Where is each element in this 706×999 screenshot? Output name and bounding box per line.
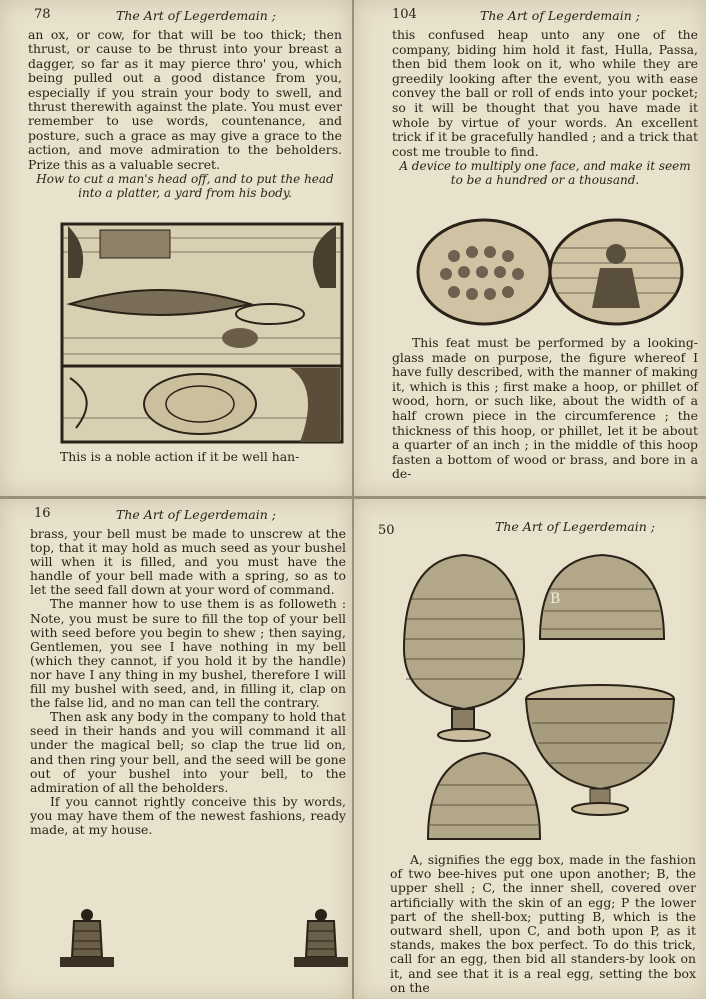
page-number: 50 — [378, 523, 395, 538]
page-text-continued — [354, 336, 706, 482]
page-text — [354, 853, 706, 995]
figure-label-b: B — [550, 591, 561, 607]
figure-caption: A device to multiply one face, and make it seem to be a hundred or a thousand. — [399, 159, 691, 188]
paragraph: If you cannot rightly conceive this by words, you may have them of the newest fashions, ready made, at my house. — [30, 793, 346, 837]
paragraph: This feat must be performed by a looking-glass made on purpose, the figure whereof I have fully described, with the manner of making it, which is this ; first make a hoop, or phillet of wood, horn, or such like, about the width of a half crown piece in the circumference ; the thickness of this hoop, or phillet, let it be about a quarter of an inch ; in the middle of this hoop fasten a bottom of wood or brass, and bore in a de- — [392, 335, 698, 482]
paragraph: Then ask any body in the company to hold that seed in their hands and you will command it all under the magical bell; so clap the true lid on, and then ring your bell, and the seed will be gone out of your bushel into your bell, to the admiration of all the beholders. — [30, 709, 346, 795]
page-16 — [0, 499, 352, 999]
running-head: The Art of Legerdemain ; — [116, 8, 276, 23]
page-number: 78 — [34, 7, 51, 22]
paragraph: The manner how to use them is as followeth : Note, you must be sure to fill the top of your bell with seed before you begin to shew ; then saying, Gentlemen, you see I have nothing in my bell (which they cannot, if you hold it by the handle) nor have I any thing in my bushel, therefore I will fill my bushel with seed, and, in filling it, clap on the false lid, and no man can tell the contrary. — [30, 596, 346, 711]
page-number: 16 — [34, 506, 51, 521]
page-header — [354, 0, 706, 22]
page-104 — [354, 0, 706, 496]
page-text-continued — [0, 450, 352, 465]
page-text — [354, 22, 706, 187]
running-head: The Art of Legerdemain ; — [495, 519, 655, 534]
paragraph: an ox, or cow, for that will be too thick; then thrust, or cause to be thrust into your breast a dagger, so far as it may pierce thro' you, which being pulled out a good distance from you, especially if you strain your body to swell, and thrust therewith against the plate. You must ever remember to use words, countenance, and posture, such a grace as may give a grace to the action, and move admiration to the beholders. Prize this as a valuable secret. — [28, 27, 342, 172]
page-number: 104 — [392, 7, 417, 22]
page-header — [0, 499, 352, 521]
bell-illustration-right — [286, 907, 352, 977]
page-divider-vertical — [352, 0, 354, 999]
page-text — [0, 521, 352, 837]
running-head: The Art of Legerdemain ; — [116, 507, 276, 522]
woodcut-mirror-illustration — [354, 218, 706, 328]
page-50 — [354, 499, 706, 999]
running-head: The Art of Legerdemain ; — [480, 8, 640, 23]
figure-caption: How to cut a man's head off, and to put the head into a platter, a yard from his body. — [36, 172, 334, 201]
paragraph: this confused heap unto any one of the company, biding him hold it fast, Hulla, Passa, then bid them look on it, who while they are greedily looking after the event, you with ease convey the ball or roll of ends into your pocket; so it will be thought that you have made it whole by virtue of your words. An excellent trick if it be gracefully handled ; and a trick that cost me trouble to find. — [392, 27, 698, 159]
bell-illustration-left — [52, 907, 122, 977]
page-header — [0, 0, 352, 22]
paragraph: A, signifies the egg box, made in the fashion of two bee-hives put one upon another; B, the upper shell ; C, the inner shell, covered over artificially with the skin of an egg; P the lower part of the shell-box; putting B, which is the outward shell, upon C, and both upon P, as it stands, makes the box perfect. To do this trick, call for an egg, then bid all standers-by look on it, and see that it is a real egg, setting the box on the — [390, 852, 696, 995]
page-text — [0, 22, 352, 200]
page-divider-horizontal — [0, 496, 706, 499]
paragraph: This is a noble action if it be well han- — [60, 449, 300, 464]
woodcut-beheading-illustration — [0, 218, 352, 448]
paragraph: brass, your bell must be made to unscrew at the top, that it may hold as much seed as your bushel will when it is filled, and you must have the handle of your bell made with a spring, so as to let the seed fall down at your word of command. — [30, 526, 346, 598]
egg-box-illustration — [354, 539, 706, 849]
page-header — [354, 499, 706, 538]
page-78 — [0, 0, 352, 496]
